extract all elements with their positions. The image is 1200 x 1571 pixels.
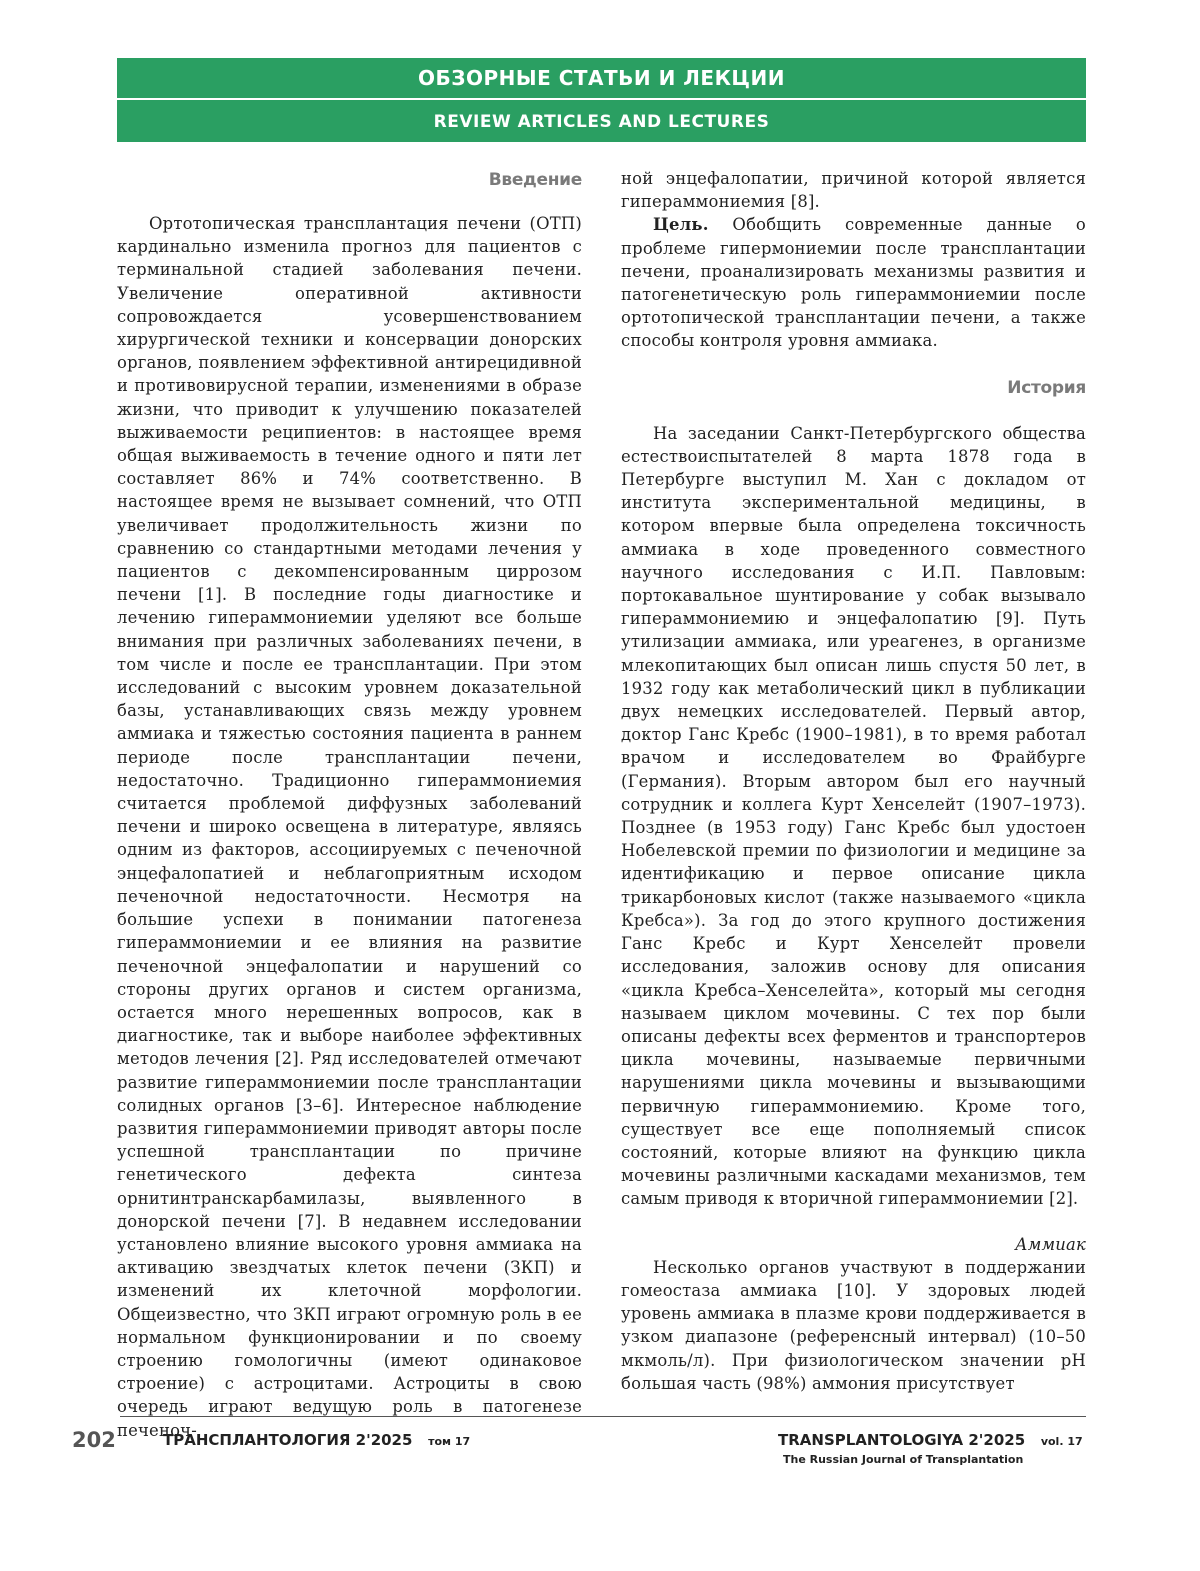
subheading-ammonia: Аммиак <box>1015 1234 1086 1254</box>
heading-introduction: Введение <box>488 170 582 190</box>
page-number: 202 <box>72 1428 116 1452</box>
journal-volume-en: vol. 17 <box>1040 1435 1083 1448</box>
journal-volume-ru: том 17 <box>428 1435 471 1448</box>
journal-title-ru <box>163 1431 470 1449</box>
introduction-paragraph: Ортотопическая трансплантация печени (ОТП) кардинально изменила прогноз для пациентов с терминальной стадией заболевания печени. Увеличение оперативной активности сопровождается усовершенствованием хирургической техники и консервации донорских органов, появлением эффективной антирецидивной и противовирусной терапии, изменениями в образе жизни, что приводит к улучшению показателей выживаемости реципиентов: в настоящее время общая выживаемость в течение одного и пяти лет составляет 86% и 74% соответственно. В настоящее время не вызывает сомнений, что ОТП увеличивает продолжительность жизни по сравнению со стандартными методами лечения у пациентов с декомпенсированным циррозом печени [1]. В последние годы диагностике и лечению гипераммониемии уделяют все больше внимания при различных заболеваниях печени, в том числе и после ее трансплантации. При этом исследований с высоким уровнем доказательной базы, устанавливающих связь между уровнем аммиака и тяжестью состояния пациента в раннем периоде после трансплантации печени, недостаточно. Традиционно гипераммониемия считается проблемой диффузных заболеваний печени и широко освещена в литературе, являясь одним из факторов, ассоциируемых с печеночной энцефалопатией и неблагоприятным исходом печеночной недостаточности. Несмотря на большие успехи в понимании патогенеза гипераммониемии и ее влияния на развитие печеночной энцефалопатии и нарушений со стороны других органов и систем организма, остается много нерешенных вопросов, как в диагностике, так и выборе наиболее эффективных методов лечения [2]. Ряд исследователей отмечают развитие гипераммониемии после трансплантации солидных органов [3–6]. Интересное наблюдение развития гипераммониемии приводят авторы после успешной трансплантации по причине генетического дефекта синтеза орнитинтранскарбамилазы, выявленного в донорской печени [7]. В недавнем исследовании установлено влияние высокого уровня аммиака на активацию звездчатых клеток печени (ЗКП) и изменений их клеточной морфологии. Общеизвестно, что ЗКП играют огромную роль в ее нормальном функционировании и по своему строению гомологичны (имеют одинаковое строение) с астроцитами. Астроциты в свою очередь играют ведущую роль в патогенезе печеноч- <box>117 214 582 1440</box>
footer-divider <box>120 1416 1086 1417</box>
history-paragraph: На заседании Санкт-Петербургского общества естествоиспытателей 8 марта 1878 года в Петербурге выступил М. Хан с докладом от института экспериментальной медицины, в котором впервые была определена токсичность аммиака в ходе проведенного совместного научного исследования с И.П. Павловым: портокавальное шунтирование у собак вызывало гипераммониемию и энцефалопатию [9]. Путь утилизации аммиака, или уреагенез, в организме млекопитающих был описан лишь спустя 50 лет, в 1932 году как метаболический цикл в публикации двух немецких исследователей. Первый автор, доктор Ганс Кребс (1900–1981), в то время работал врачом и исследователем во Фрайбурге (Германия). Вторым автором был его научный сотрудник и коллега Курт Хенселейт (1907–1973). Позднее (в 1953 году) Ганс Кребс был удостоен Нобелевской премии по физиологии и медицине за идентификацию и первое описание цикла трикарбоновых кислот (также называемого «цикла Кребса»). За год до этого крупного достижения Ганс Кребс и Курт Хенселейт провели исследования, заложив основу для описания «цикла Кребса–Хенселейта», который мы сегодня называем циклом мочевины. С тех пор были описаны дефекты всех ферментов и транспортеров цикла мочевины, называемые первичными нарушениями цикла мочевины и вызывающими первичную гипераммониемию. Кроме того, существует все еще пополняемый список состояний, которые влияют на функцию цикла мочевины различными каскадами механизмов, тем самым приводя к вторичной гипераммониемии [2]. <box>621 423 1086 1209</box>
aim-text: Обобщить современные данные о проблеме гипермониемии после трансплантации печени, проанализировать механизмы развития и патогенетическую роль гипераммониемии после ортотопической трансплантации печени, а также способы контроля уровня аммиака. <box>621 215 1086 351</box>
right-column <box>621 167 1086 1395</box>
ammonia-paragraph: Несколько органов участвуют в поддержании гомеостаза аммиака [10]. У здоровых людей уровень аммиака в плазме крови поддерживается в узком диапазоне (референсный интервал) (10–50 мкмоль/л). При физиологическом значении pH большая часть (98%) аммония присутствует <box>621 1257 1086 1393</box>
journal-title-en-text: TRANSPLANTOLOGIYA 2' <box>778 1431 984 1449</box>
aim-label: Цель. <box>653 215 709 235</box>
journal-title-ru-text: ТРАНСПЛАНТОЛОГИЯ 2' <box>163 1431 371 1449</box>
section-banner-en: REVIEW ARTICLES AND LECTURES <box>117 100 1086 142</box>
left-column <box>117 167 582 1442</box>
journal-year-en: 2025 <box>983 1431 1026 1449</box>
heading-history: История <box>1007 377 1086 398</box>
journal-year-ru: 2025 <box>370 1431 413 1449</box>
introduction-continuation: ной энцефалопатии, причиной которой является гипераммониемия [8]. <box>621 169 1086 212</box>
journal-title-en <box>778 1431 1083 1449</box>
aim-paragraph <box>621 213 1086 352</box>
section-banner-ru: ОБЗОРНЫЕ СТАТЬИ И ЛЕКЦИИ <box>117 58 1086 98</box>
journal-subtitle-en: The Russian Journal of Transplantation <box>783 1453 1024 1466</box>
